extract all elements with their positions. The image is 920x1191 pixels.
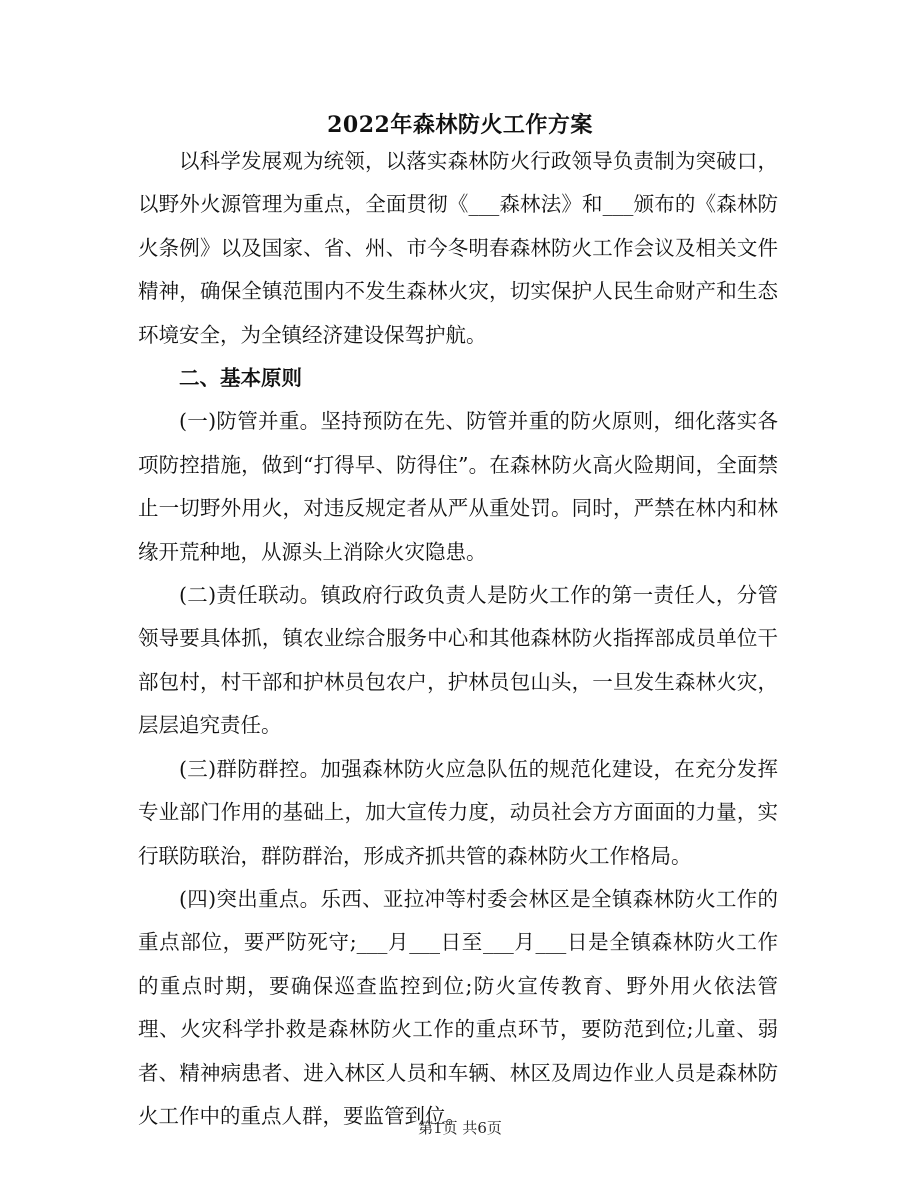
page-number: 第1页 共6页	[418, 1119, 502, 1137]
intro-paragraph: 以科学发展观为统领，以落实森林防火行政领导负责制为突破口，以野外火源管理为重点，全面贯彻《___森林法》和___颁布的《森林防火条例》以及国家、省、州、市今冬明春森林防火工作会议及相关文件精神，确保全镇范围内不发生森林火灾，切实保护人民生命财产和生态环境安全，为全镇经济建设保驾护航。	[138, 149, 778, 347]
principle-paragraph-4: (四)突出重点。乐西、亚拉冲等村委会林区是全镇森林防火工作的重点部位，要严防死守;___月___日至___月___日是全镇森林防火工作的重点时期，要确保巡查监控到位;防火宣传教育、野外用火依法管理、火灾科学扑救是森林防火工作的重点环节，要防范到位;儿童、弱者、精神病患者、进入林区人员和车辆、林区及周边作业人员是森林防火工作中的重点人群，要监管到位。	[138, 886, 778, 1128]
section-heading: 二、基本原则	[179, 366, 302, 391]
principle-paragraph-2: (二)责任联动。镇政府行政负责人是防火工作的第一责任人，分管领导要具体抓，镇农业综合服务中心和其他森林防火指挥部成员单位干部包村，村干部和护林员包农户，护林员包山头，一旦发生森林火灾，层层追究责任。	[138, 583, 778, 738]
document-body	[138, 140, 778, 1138]
document-title: 2022年森林防火工作方案	[327, 112, 593, 138]
principle-paragraph-3: (三)群防群控。加强森林防火应急队伍的规范化建设，在充分发挥专业部门作用的基础上，加大宣传力度，动员社会方方面面的力量，实行联防联治，群防群治，形成齐抓共管的森林防火工作格局。	[138, 756, 778, 868]
principle-paragraph-1: (一)防管并重。坚持预防在先、防管并重的防火原则，细化落实各项防控措施，做到“打得早、防得住”。在森林防火高火险期间，全面禁止一切野外用火，对违反规定者从严从重处罚。同时，严禁在林内和林缘开荒种地，从源头上消除火灾隐患。	[138, 409, 778, 564]
